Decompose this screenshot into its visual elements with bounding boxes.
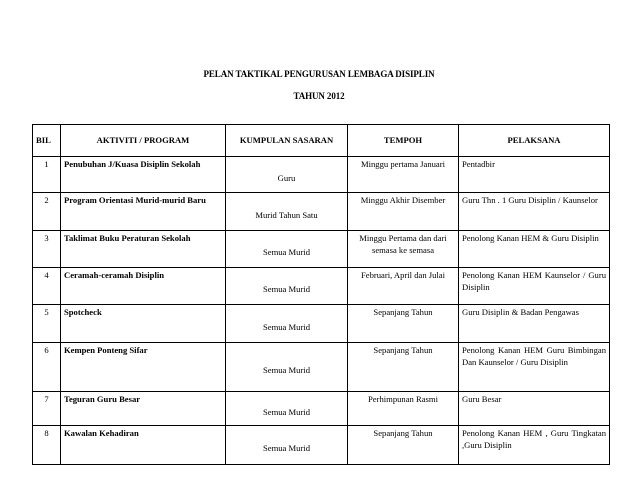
- cell-pelaksana: Guru Disiplin & Badan Pengawas: [459, 305, 610, 343]
- cell-sasaran: Semua Murid: [226, 426, 348, 465]
- cell-tempoh: Sepanjang Tahun: [348, 343, 459, 392]
- cell-aktiviti: Penubuhan J/Kuasa Disiplin Sekolah: [61, 157, 226, 193]
- cell-bil: 6: [33, 343, 61, 392]
- cell-bil: 4: [33, 268, 61, 305]
- table-header-row: [33, 125, 610, 157]
- table-row: [33, 305, 610, 343]
- header-aktiviti: AKTIVITI / PROGRAM: [61, 125, 226, 157]
- cell-tempoh: Sepanjang Tahun: [348, 426, 459, 465]
- cell-pelaksana: Guru Besar: [459, 392, 610, 426]
- cell-tempoh: Sepanjang Tahun: [348, 305, 459, 343]
- header-tempoh: TEMPOH: [348, 125, 459, 157]
- header-pelaksana: PELAKSANA: [459, 125, 610, 157]
- cell-bil: 1: [33, 157, 61, 193]
- page-title: PELAN TAKTIKAL PENGURUSAN LEMBAGA DISIPLIN: [203, 69, 435, 79]
- cell-aktiviti: Ceramah-ceramah Disiplin: [61, 268, 226, 305]
- cell-tempoh: Februari, April dan Julai: [348, 268, 459, 305]
- header-sasaran: KUMPULAN SASARAN: [226, 125, 348, 157]
- cell-bil: 2: [33, 193, 61, 231]
- table-row: [33, 343, 610, 392]
- cell-aktiviti: Spotcheck: [61, 305, 226, 343]
- cell-sasaran: Semua Murid: [226, 268, 348, 305]
- table-row: [33, 268, 610, 305]
- table-row: [33, 392, 610, 426]
- cell-sasaran: Semua Murid: [226, 305, 348, 343]
- cell-bil: 7: [33, 392, 61, 426]
- cell-bil: 5: [33, 305, 61, 343]
- cell-pelaksana: Penolong Kanan HEM & Guru Disiplin: [459, 231, 610, 268]
- cell-pelaksana: Guru Thn . 1 Guru Disiplin / Kaunselor: [459, 193, 610, 231]
- table-row: [33, 193, 610, 231]
- cell-pelaksana: Penolong Kanan HEM Kaunselor / Guru Disiplin: [459, 268, 610, 305]
- header-bil: BIL: [33, 125, 61, 157]
- cell-pelaksana: Penolong Kanan HEM , Guru Tingkatan ,Guru Disiplin: [459, 426, 610, 465]
- table-row: [33, 157, 610, 193]
- cell-bil: 3: [33, 231, 61, 268]
- cell-sasaran: Murid Tahun Satu: [226, 193, 348, 231]
- cell-sasaran: Semua Murid: [226, 343, 348, 392]
- cell-sasaran: Guru: [226, 157, 348, 193]
- table-row: [33, 231, 610, 268]
- cell-tempoh: Minggu pertama Januari: [348, 157, 459, 193]
- cell-aktiviti: Kawalan Kehadiran: [61, 426, 226, 465]
- table-row: [33, 426, 610, 465]
- cell-aktiviti: Program Orientasi Murid-murid Baru: [61, 193, 226, 231]
- plan-table: [32, 124, 610, 465]
- cell-bil: 8: [33, 426, 61, 465]
- cell-pelaksana: Penolong Kanan HEM Guru Bimbingan Dan Kaunselor / Guru Disiplin: [459, 343, 610, 392]
- page-subtitle: TAHUN 2012: [293, 91, 345, 101]
- cell-tempoh: Minggu Pertama dan dari semasa ke semasa: [348, 231, 459, 268]
- cell-tempoh: Minggu Akhir Disember: [348, 193, 459, 231]
- cell-pelaksana: Pentadbir: [459, 157, 610, 193]
- cell-tempoh: Perhimpunan Rasmi: [348, 392, 459, 426]
- cell-aktiviti: Teguran Guru Besar: [61, 392, 226, 426]
- cell-sasaran: Semua Murid: [226, 231, 348, 268]
- cell-aktiviti: Taklimat Buku Peraturan Sekolah: [61, 231, 226, 268]
- cell-sasaran: Semua Murid: [226, 392, 348, 426]
- cell-aktiviti: Kempen Ponteng Sifar: [61, 343, 226, 392]
